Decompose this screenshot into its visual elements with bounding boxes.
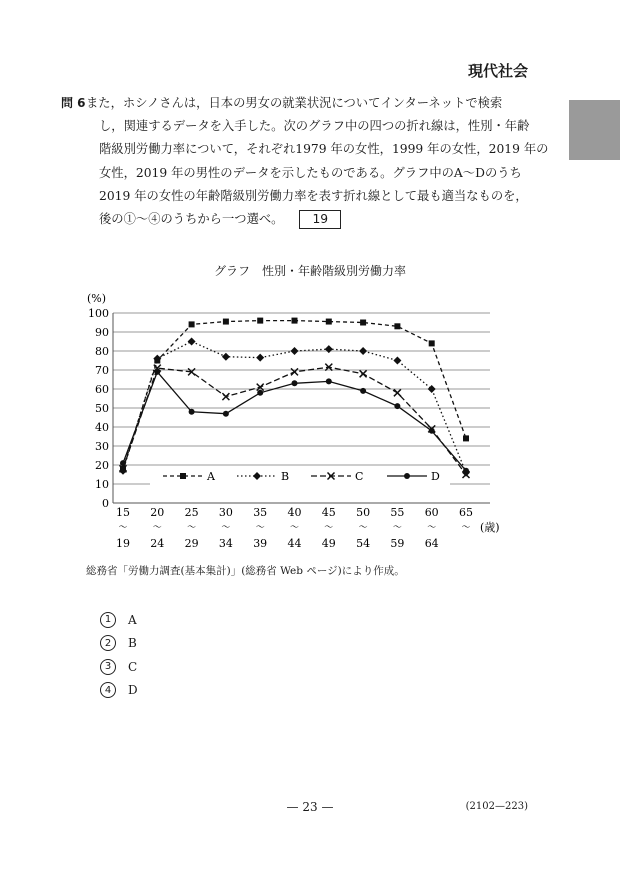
x-tick-label: 20 (150, 506, 165, 519)
choice-label: D (128, 683, 138, 698)
y-tick-label: 30 (95, 440, 109, 453)
legend-label: C (355, 470, 364, 483)
answer-box: 19 (299, 210, 341, 229)
choice-number: 1 (100, 612, 116, 628)
x-tick-range-mark: 〜 (221, 523, 231, 533)
answer-choices (100, 608, 138, 702)
x-tick-label: 15 (116, 506, 130, 519)
data-point-b (291, 347, 299, 355)
y-tick-label: 100 (88, 307, 109, 320)
data-point-a (394, 323, 400, 329)
data-point-c (360, 370, 367, 377)
legend-label: A (207, 470, 215, 483)
x-tick-range-mark: 〜 (461, 523, 471, 533)
data-point-b (393, 357, 401, 365)
y-tick-label: 0 (102, 497, 109, 510)
data-point-d (120, 460, 126, 466)
x-tick-label: 19 (116, 537, 130, 550)
legend-marker-a (180, 473, 186, 479)
data-point-a (463, 435, 469, 441)
data-point-d (360, 388, 366, 394)
x-tick-range-mark: 〜 (392, 523, 402, 533)
x-tick-label: 60 (424, 506, 439, 519)
data-point-d (326, 378, 332, 384)
question-line: し，関連するデータを入手した。次のグラフ中の四つの折れ線は，性別・年齢 (99, 119, 530, 134)
data-point-c (257, 384, 264, 391)
data-point-d (189, 409, 195, 415)
y-tick-label: 80 (95, 345, 109, 358)
y-axis-unit: (%) (87, 292, 107, 305)
x-tick-label: 49 (321, 537, 336, 550)
data-point-a (189, 321, 195, 327)
data-point-b (188, 338, 196, 346)
question-line: 階級別労働力率について，それぞれ1979 年の女性，1999 年の女性，2019 年の (99, 142, 549, 157)
data-point-a (257, 318, 263, 324)
x-tick-label: 55 (390, 506, 405, 519)
x-tick-label: 65 (459, 506, 473, 519)
choice-item[interactable] (100, 608, 138, 632)
x-tick-range-mark: 〜 (324, 523, 334, 533)
x-tick-label: 59 (390, 537, 405, 550)
data-point-a (429, 340, 435, 346)
data-point-b (428, 385, 436, 393)
choice-label: B (128, 636, 137, 651)
question-line: また，ホシノさんは，日本の男女の就業状況についてインターネットで検索 (86, 96, 503, 110)
subject-title: 現代社会 (467, 62, 528, 80)
data-point-d (394, 403, 400, 409)
legend-label: B (281, 470, 290, 483)
legend-label: D (431, 470, 440, 483)
data-point-b (325, 345, 333, 353)
choice-label: A (128, 612, 137, 627)
legend-marker-d (404, 473, 410, 479)
data-point-a (292, 318, 298, 324)
data-point-c (291, 368, 298, 375)
choice-number: 3 (100, 659, 116, 675)
question-line-text: 後の①〜④のうちから一つ選べ。 (99, 212, 284, 227)
y-tick-label: 60 (95, 383, 109, 396)
data-point-a (326, 319, 332, 325)
question-line: 2019 年の女性の年齢階級別労働力率を表す折れ線として最も適当なものを， (99, 188, 528, 203)
x-tick-label: 50 (356, 506, 371, 519)
data-point-a (360, 320, 366, 326)
series-line-b (123, 342, 466, 473)
choice-item[interactable] (100, 679, 138, 703)
x-tick-label: 30 (218, 506, 233, 519)
data-point-d (154, 369, 160, 375)
y-tick-label: 90 (95, 326, 109, 339)
choice-number: 4 (100, 682, 116, 698)
series-line-d (123, 372, 466, 471)
source-note: 総務省「労働力調査(基本集計)」(総務省 Web ページ)により作成。 (86, 565, 405, 577)
data-point-d (463, 468, 469, 474)
x-tick-label: 24 (150, 537, 165, 550)
page-number: — 23 — (286, 800, 334, 814)
choice-item[interactable] (100, 632, 138, 656)
choice-label: C (128, 659, 138, 674)
x-tick-range-mark: 〜 (255, 523, 265, 533)
y-tick-label: 50 (95, 402, 109, 415)
choice-number: 2 (100, 635, 116, 651)
exam-code: (2102—223) (465, 801, 528, 812)
x-tick-label: 40 (287, 506, 302, 519)
y-tick-label: 10 (95, 478, 109, 491)
data-point-c (394, 389, 401, 396)
x-tick-range-mark: 〜 (289, 523, 300, 533)
data-point-d (257, 390, 263, 396)
data-point-d (292, 380, 298, 386)
data-point-b (222, 353, 230, 361)
data-point-b (256, 354, 264, 362)
y-tick-label: 70 (95, 364, 109, 377)
x-tick-range-mark: 〜 (152, 523, 162, 533)
y-tick-label: 40 (95, 421, 109, 434)
data-point-d (429, 428, 435, 434)
x-tick-range-mark: 〜 (358, 523, 368, 533)
x-tick-label: 34 (218, 537, 233, 550)
x-tick-range-mark: 〜 (427, 523, 437, 533)
x-tick-label: 25 (184, 506, 199, 519)
series-line-a (123, 321, 466, 469)
x-tick-label: 64 (424, 537, 439, 550)
x-tick-range-mark: 〜 (118, 523, 128, 533)
x-tick-label: 39 (253, 537, 268, 550)
x-tick-label: 45 (321, 506, 336, 519)
x-tick-label: 29 (184, 537, 199, 550)
x-axis-unit: (歳) (480, 521, 500, 534)
chart-title: グラフ 性別・年齢階級別労働力率 (213, 264, 406, 278)
x-tick-label: 54 (356, 537, 371, 550)
data-point-d (223, 411, 229, 417)
question-number: 問 6 (61, 96, 86, 110)
data-point-c (222, 393, 229, 400)
x-tick-label: 44 (287, 537, 302, 550)
choice-item[interactable] (100, 655, 138, 679)
x-tick-label: 35 (253, 506, 268, 519)
question-line: 女性，2019 年の男性のデータを示したものである。グラフ中のA〜Dのうち (99, 165, 522, 180)
data-point-b (359, 347, 367, 355)
x-tick-range-mark: 〜 (187, 523, 197, 533)
y-tick-label: 20 (95, 459, 109, 472)
data-point-a (223, 319, 229, 325)
